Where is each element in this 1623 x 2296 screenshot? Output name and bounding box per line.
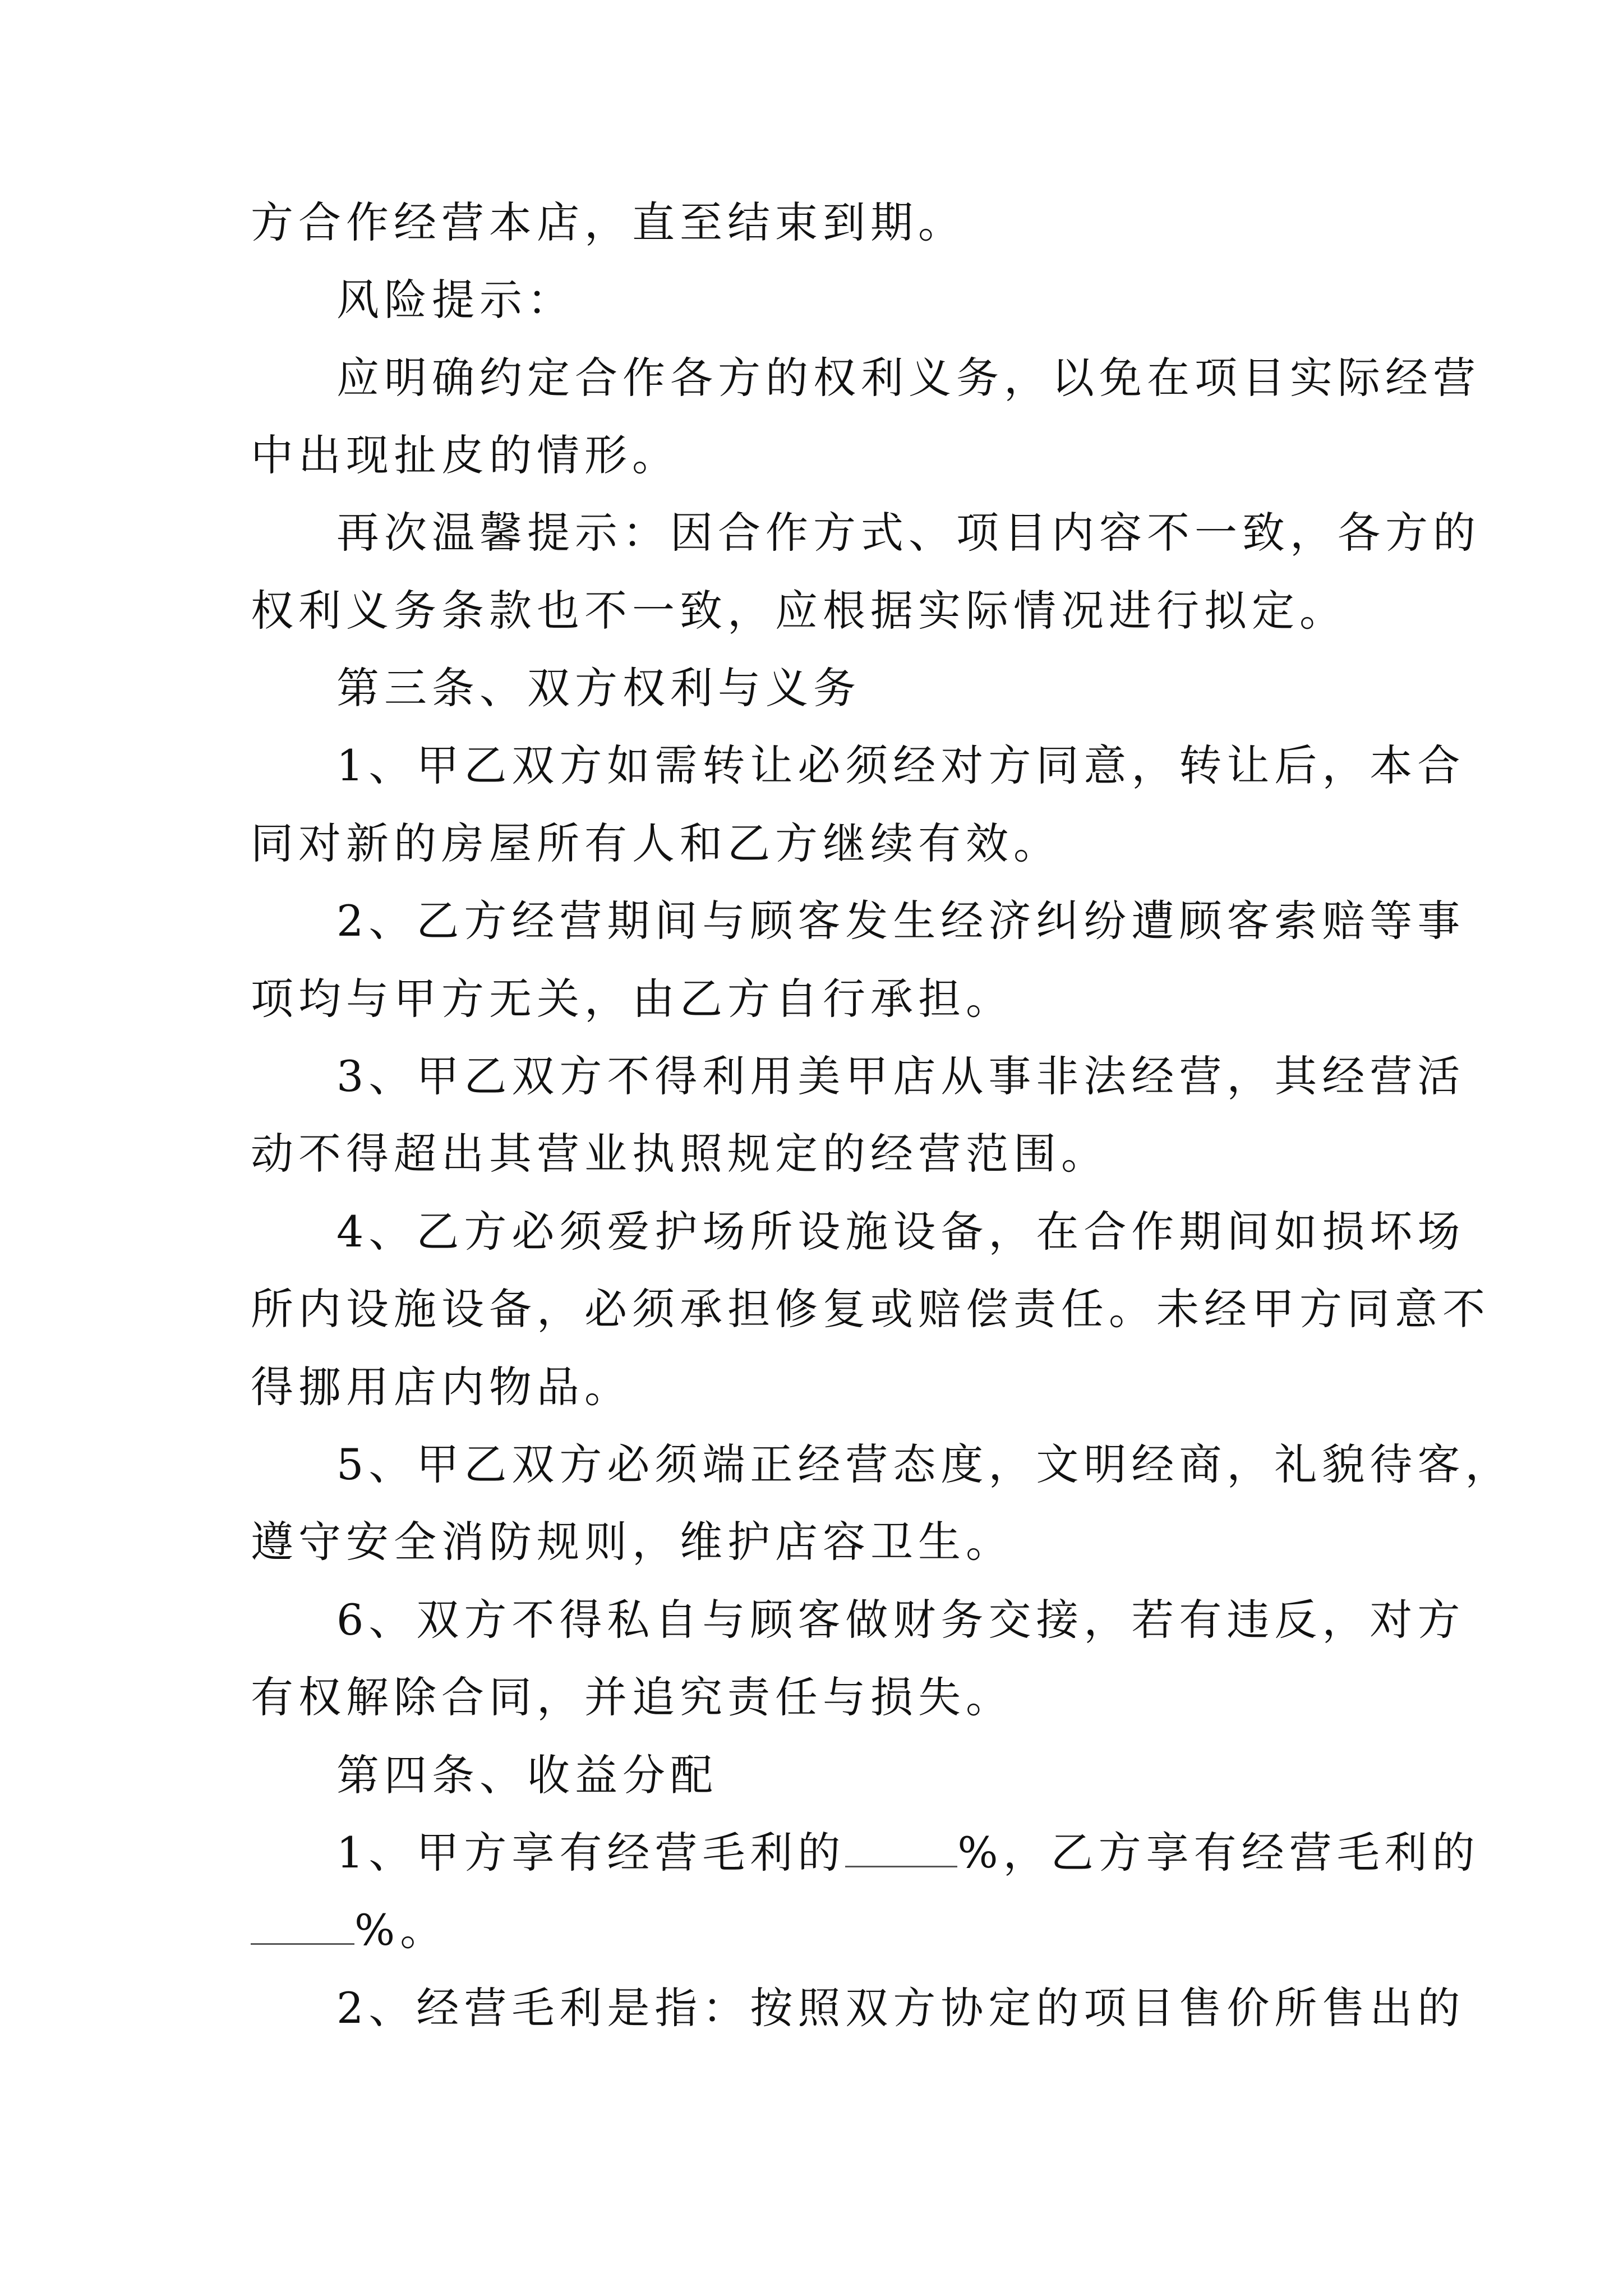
blank-field (845, 1831, 957, 1867)
text-line: 5、甲乙双方必须端正经营态度，文明经商，礼貌待客， (336, 1439, 1513, 1489)
risk-tip-heading: 风险提示： (336, 275, 575, 325)
profit-share-line (336, 1825, 1480, 1881)
text-line: 4、乙方必须爱护场所设施设备，在合作期间如损坏场 (336, 1207, 1465, 1257)
article-4-heading: 第四条、收益分配 (336, 1750, 718, 1800)
text-line: 权利义务条款也不一致，应根据实际情况进行拟定。 (251, 586, 1347, 636)
text-line: 2、乙方经营期间与顾客发生经济纠纷遭顾客索赔等事 (336, 896, 1465, 946)
text-line: 遵守安全消防规则，维护店容卫生。 (251, 1517, 1013, 1567)
text-line: 动不得超出其营业执照规定的经营范围。 (251, 1129, 1109, 1179)
text-line: 3、甲乙双方不得利用美甲店从事非法经营，其经营活 (336, 1051, 1465, 1101)
text-line: 所内设施设备，必须承担修复或赔偿责任。未经甲方同意不 (251, 1284, 1490, 1334)
text-line: 方合作经营本店，直至结束到期。 (251, 197, 966, 247)
text-line: 项均与甲方无关，由乙方自行承担。 (251, 974, 1013, 1024)
text-line: 同对新的房屋所有人和乙方继续有效。 (251, 818, 1061, 868)
text-line: 2、经营毛利是指：按照双方协定的项目售价所售出的 (336, 1983, 1465, 2033)
profit-share-line-2 (251, 1902, 448, 1958)
text-line: 中出现扯皮的情形。 (251, 430, 680, 480)
text-line: 再次温馨提示：因合作方式、项目内容不一致，各方的 (336, 508, 1481, 558)
article-3-heading: 第三条、双方权利与义务 (336, 663, 861, 713)
profit-share-text-b: %，乙方享有经营毛利的 (957, 1828, 1480, 1878)
text-line: 6、双方不得私自与顾客做财务交接，若有违反，对方 (336, 1595, 1465, 1645)
text-line: 有权解除合同，并追究责任与损失。 (251, 1672, 1013, 1722)
text-line: 应明确约定合作各方的权利义务，以免在项目实际经营 (336, 353, 1481, 403)
profit-share-text-c: %。 (354, 1905, 448, 1955)
profit-share-text-a: 1、甲方享有经营毛利的 (336, 1828, 846, 1878)
text-line: 1、甲乙双方如需转让必须经对方同意，转让后，本合 (336, 740, 1465, 790)
text-line: 得挪用店内物品。 (251, 1362, 632, 1412)
blank-field (251, 1908, 354, 1945)
